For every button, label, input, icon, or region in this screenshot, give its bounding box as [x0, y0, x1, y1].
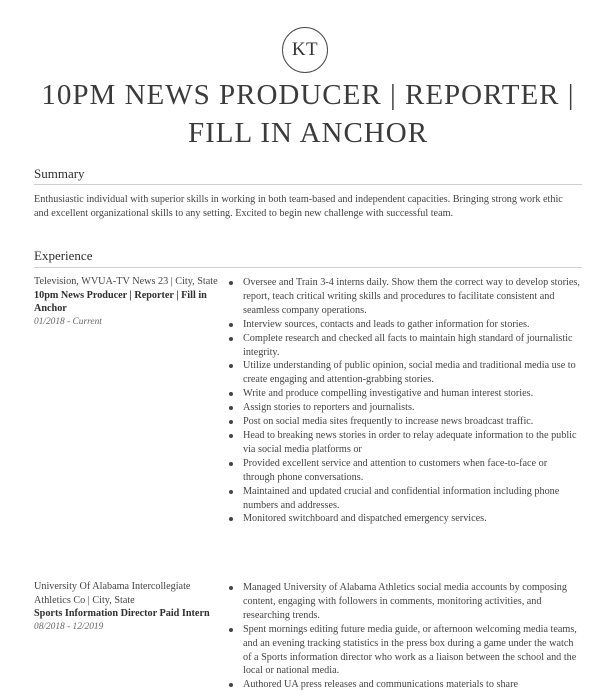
bullet-icon: [229, 517, 233, 521]
job-2-company-location: University Of Alabama Intercollegiate Athletics Co | City, State: [34, 581, 191, 606]
list-item: Authored UA press releases and communications materials to share: [226, 678, 581, 692]
bullet-icon: [229, 586, 233, 590]
list-item: Maintained and updated crucial and confidential information including phone numbers and addresses.: [226, 485, 581, 513]
bullet-icon: [229, 323, 233, 327]
list-item: Spent mornings editing future media guide, or afternoon welcoming media teams, and an evening tracking statistics in the press box during a game under the watch of a Sports information director who work as a liaison between the school and the local or national media.: [226, 623, 581, 679]
list-item: Monitored switchboard and dispatched emergency services.: [226, 512, 581, 526]
job-1-company-location: Television, WVUA-TV News 23 | City, State: [34, 276, 218, 287]
summary-divider: [34, 184, 582, 185]
job-2-position: Sports Information Director Paid Intern: [34, 608, 210, 619]
list-item: Interview sources, contacts and leads to gather information for stories.: [226, 318, 581, 332]
summary-text: Enthusiastic individual with superior skills in working in both team-based and independent capacities. Bringing strong work ethic and excellent organizational skills to any setting. Excited to begin new challenge with successful team.: [34, 194, 563, 219]
bullet-icon: [229, 281, 233, 285]
resume-title-line-2: FILL IN ANCHOR: [187, 117, 429, 149]
summary-heading: Summary: [34, 166, 85, 181]
list-item: Oversee and Train 3-4 interns daily. Show them the correct way to develop stories, report, teach critical writing skills and procedures to facilitate consistent and seamless company operations.: [226, 276, 581, 318]
list-item: Post on social media sites frequently to increase news broadcast traffic.: [226, 415, 581, 429]
list-item: Head to breaking news stories in order to relay adequate information to the public via social media platforms or: [226, 429, 581, 457]
bullet-icon: [229, 337, 233, 341]
experience-divider: [34, 267, 582, 268]
job-2-bullet-list: [226, 581, 581, 692]
job-2-dates: 08/2018 - 12/2019: [34, 621, 104, 632]
list-item: Provided excellent service and attention to customers when face-to-face or through phone conversations.: [226, 457, 581, 485]
list-item: Managed University of Alabama Athletics social media accounts by composing content, engaging with followers in comments, monitoring activities, and researching trends.: [226, 581, 581, 623]
job-1-position: 10pm News Producer | Reporter | Fill in Anchor: [34, 289, 207, 314]
bullet-icon: [229, 364, 233, 368]
list-item: Assign stories to reporters and journalists.: [226, 401, 581, 415]
initials-monogram: KT: [282, 27, 328, 73]
job-2-details: [34, 580, 229, 634]
job-1-dates: 01/2018 - Current: [34, 316, 102, 327]
job-1-details: [34, 275, 229, 329]
bullet-icon: [229, 490, 233, 494]
experience-heading: Experience: [34, 248, 93, 263]
bullet-icon: [229, 683, 233, 687]
job-1-bullet-list: [226, 276, 581, 526]
bullet-icon: [229, 420, 233, 424]
bullet-icon: [229, 406, 233, 410]
list-item: Write and produce compelling investigative and human interest stories.: [226, 387, 581, 401]
list-item: Utilize understanding of public opinion, social media and traditional media use to create engaging and attention-grabbing stories.: [226, 359, 581, 387]
bullet-icon: [229, 628, 233, 632]
bullet-icon: [229, 434, 233, 438]
bullet-icon: [229, 462, 233, 466]
list-item: Complete research and checked all facts to maintain high standard of journalistic integrity.: [226, 332, 581, 360]
bullet-icon: [229, 392, 233, 396]
resume-title-line-1: 10PM NEWS PRODUCER | REPORTER |: [41, 79, 575, 111]
